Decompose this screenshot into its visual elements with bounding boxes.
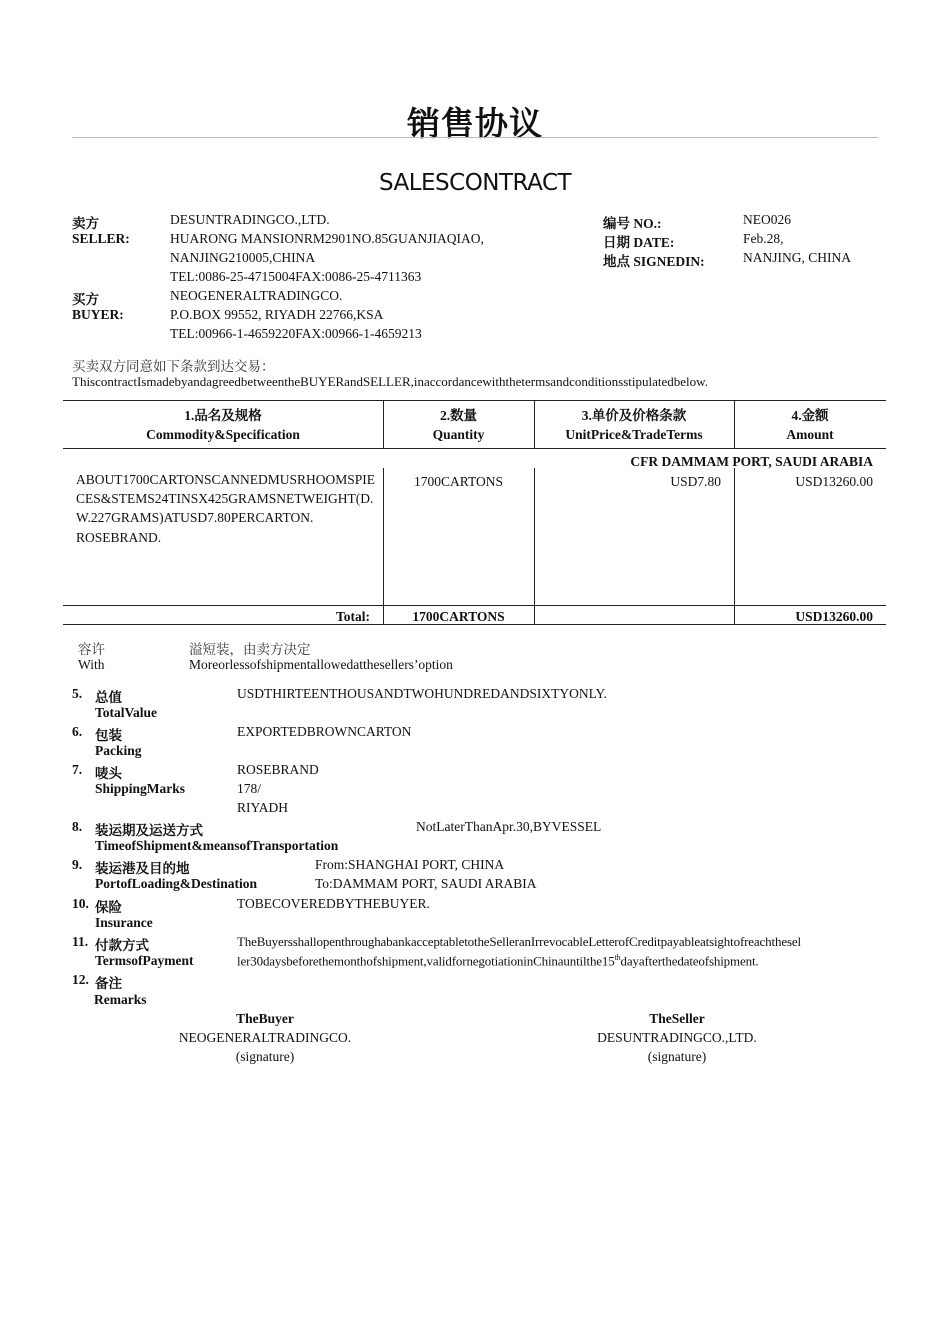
port-of-loading: From:SHANGHAI PORT, CHINA	[315, 857, 505, 872]
commodity-table	[63, 400, 886, 625]
buyer-address: P.O.BOX 99552, RIYADH 22766,KSA	[170, 307, 384, 322]
agreement-cn: 买卖双方同意如下条款到达交易：	[72, 359, 275, 374]
clause-12-en: Remarks	[94, 992, 147, 1007]
tolerance-label-en: With	[78, 657, 105, 672]
buyer-tel: TEL:00966-1-4659220FAX:00966-1-4659213	[170, 326, 422, 341]
table-header-border	[63, 448, 886, 449]
title-divider	[72, 137, 878, 138]
marks-line-1: ROSEBRAND	[237, 762, 319, 777]
table-total-border	[63, 605, 886, 606]
header-amount: 4.金额 Amount	[786, 408, 834, 442]
payment-line-1: TheBuyersshallopenthroughabankacceptabletotheSelleranIrrevocableLetterofCreditpayableatsightofreachthesel	[237, 934, 801, 949]
contract-date-label: 日期 DATE:	[603, 235, 675, 250]
clause-12-cn: 备注	[95, 976, 122, 991]
clause-6-num: 6.	[72, 724, 83, 739]
page-title-en: SALESCONTRACT	[378, 170, 572, 196]
clause-9-num: 9.	[72, 857, 83, 872]
clause-8-num: 8.	[72, 819, 83, 834]
clause-7-en: ShippingMarks	[95, 781, 186, 796]
buyer-label-cn: 买方	[72, 292, 99, 307]
clause-11-en: TermsofPayment	[95, 953, 194, 968]
clause-7-cn: 唛头	[95, 766, 122, 781]
signed-in-value: NANJING, CHINA	[743, 250, 851, 265]
header-quantity: 2.数量 Quantity	[432, 408, 485, 442]
seller-address-2: NANJING210005,CHINA	[170, 250, 316, 265]
trade-term: CFR DAMMAM PORT, SAUDI ARABIA	[630, 454, 873, 469]
marks-line-3: RIYADH	[237, 800, 289, 815]
row-quantity: 1700CARTONS	[414, 474, 503, 489]
clause-10-en: Insurance	[95, 915, 153, 930]
seller-label-en: SELLER:	[72, 231, 130, 246]
header-commodity: 1.品名及规格 Commodity&Specification	[146, 408, 300, 442]
seller-signature-line: (signature)	[647, 1049, 707, 1064]
buyer-name: NEOGENERALTRADINGCO.	[170, 288, 343, 303]
clause-7-num: 7.	[72, 762, 83, 777]
seller-tel: TEL:0086-25-4715004FAX:0086-25-4711363	[170, 269, 422, 284]
payment-line-2: ler30daysbeforethemonthofshipment,validfornegotiationinChinauntilthe15thdayafterthedateofshipment.	[237, 953, 759, 969]
header-unit-price: 3.单价及价格条款 UnitPrice&TradeTerms	[565, 408, 703, 442]
contract-no-label: 编号 NO.:	[603, 216, 662, 231]
port-of-destination: To:DAMMAM PORT, SAUDI ARABIA	[315, 876, 537, 891]
clause-6-cn: 包装	[95, 728, 122, 743]
contract-date-value: Feb.28,	[743, 231, 784, 246]
buyer-signature-name: NEOGENERALTRADINGCO.	[178, 1030, 352, 1045]
clause-9-cn: 装运港及目的地	[95, 861, 190, 876]
clause-5-num: 5.	[72, 686, 83, 701]
signed-in-label: 地点 SIGNEDIN:	[603, 254, 705, 269]
clause-9-en: PortofLoading&Destination	[95, 876, 257, 891]
clause-10-value: TOBECOVEREDBYTHEBUYER.	[237, 896, 430, 911]
clause-11-cn: 付款方式	[95, 938, 149, 953]
tolerance-text-cn: 溢短装，由卖方决定	[189, 642, 311, 657]
commodity-description: ABOUT1700CARTONSCANNEDMUSRHOOMSPIECES&STEMS24TINSX425GRAMSNETWEIGHT(D.W.227GRAMS)ATUSD7.80PERCARTON. ROSEBRAND.	[76, 472, 375, 545]
clause-6-value: EXPORTEDBROWNCARTON	[237, 724, 412, 739]
seller-signature-name: DESUNTRADINGCO.,LTD.	[597, 1030, 757, 1045]
clause-6-en: Packing	[95, 743, 142, 758]
total-label: Total:	[335, 609, 370, 624]
seller-label-cn: 卖方	[72, 216, 99, 231]
row-unit-price: USD7.80	[670, 474, 721, 489]
clause-8-cn: 装运期及运送方式	[95, 823, 203, 838]
page-title-cn: 销售协议	[407, 104, 543, 143]
clause-5-en: TotalValue	[95, 705, 158, 720]
tolerance-label-cn: 容许	[78, 642, 105, 657]
buyer-label-en: BUYER:	[72, 307, 124, 322]
buyer-signature-line: (signature)	[235, 1049, 295, 1064]
contract-no-value: NEO026	[743, 212, 791, 227]
total-amount: USD13260.00	[795, 609, 873, 624]
seller-signature-label: TheSeller	[649, 1011, 705, 1026]
seller-address-1: HUARONG MANSIONRM2901NO.85GUANJIAQIAO,	[170, 231, 484, 246]
clause-8-value: NotLaterThanApr.30,BYVESSEL	[416, 819, 602, 834]
table-top-border	[63, 400, 886, 401]
clause-5-value: USDTHIRTEENTHOUSANDTWOHUNDREDANDSIXTYONLY.	[237, 686, 607, 701]
clause-10-cn: 保险	[95, 900, 122, 915]
buyer-signature-label: TheBuyer	[236, 1011, 294, 1026]
agreement-en: ThiscontractIsmadebyandagreedbetweentheBUYERandSELLER,inaccordancewiththetermsandconditionsstipulatedbelow.	[72, 374, 708, 389]
clause-10-num: 10.	[72, 896, 89, 911]
tolerance-text-en: Moreorlessofshipmentallowedatthesellers’option	[189, 657, 453, 672]
clause-8-en: TimeofShipment&meansofTransportation	[95, 838, 339, 853]
clause-5-cn: 总值	[95, 690, 122, 705]
marks-line-2: 178/	[237, 781, 262, 796]
clause-12-num: 12.	[72, 972, 89, 987]
clause-11-num: 11.	[72, 934, 89, 949]
row-amount: USD13260.00	[795, 474, 873, 489]
total-quantity: 1700CARTONS	[412, 609, 505, 624]
seller-name: DESUNTRADINGCO.,LTD.	[170, 212, 330, 227]
